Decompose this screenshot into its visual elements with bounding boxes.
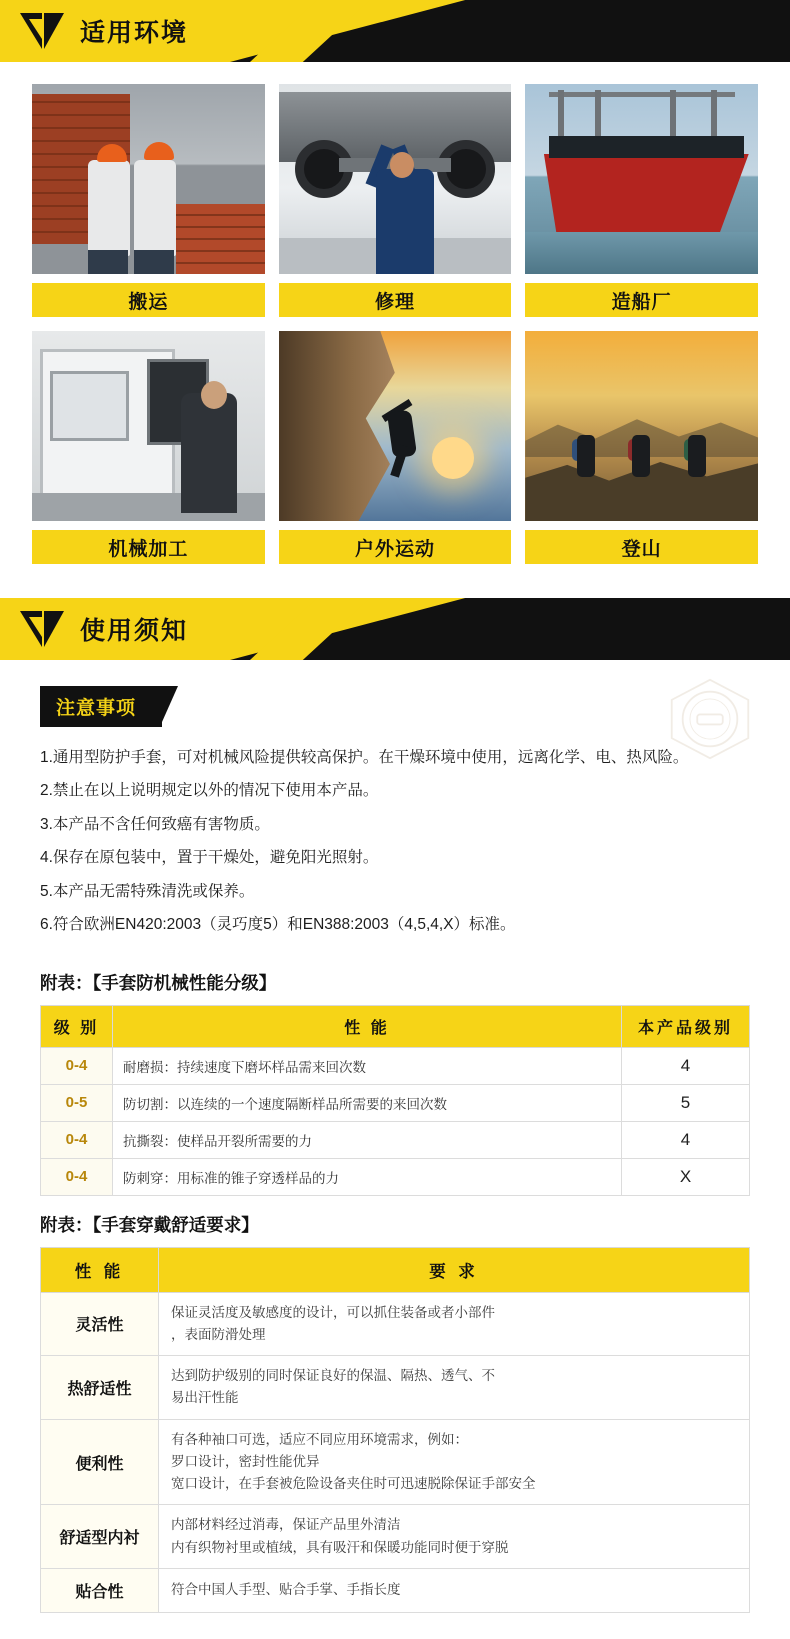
mechanical-performance-table	[40, 1005, 750, 1196]
cell-level: 0-5	[41, 1084, 113, 1121]
environment-item[interactable]	[279, 331, 512, 564]
arrow-mark-icon	[16, 609, 68, 649]
environment-caption: 机械加工	[32, 530, 265, 564]
environment-caption: 修理	[279, 283, 512, 317]
col-own-level: 本产品级别	[622, 1005, 750, 1047]
table-header-row	[41, 1005, 750, 1047]
col-requirement: 要 求	[159, 1247, 750, 1292]
requirement-line: 保证灵活度及敏感度的设计，可以抓住装备或者小部件	[171, 1304, 495, 1320]
section-spacer	[0, 572, 790, 598]
table-row	[41, 1419, 750, 1505]
workers-carrying-bricks-photo	[32, 84, 265, 274]
cell-own-level: X	[622, 1158, 750, 1195]
requirement-line: 罗口设计，密封性能优异	[171, 1453, 320, 1469]
cell-own-level: 4	[622, 1047, 750, 1084]
environment-item[interactable]	[279, 84, 512, 317]
cell-requirement	[159, 1292, 750, 1356]
mechanical-table-title: 附表：【手套防机械性能分级】	[40, 972, 277, 993]
circular-brand-watermark	[664, 678, 756, 760]
table-row	[41, 1356, 750, 1420]
cell-requirement	[159, 1569, 750, 1613]
section-header-usage	[0, 598, 790, 660]
cell-own-level: 5	[622, 1084, 750, 1121]
notice-item: 6.符合欧洲EN420:2003（灵巧度5）和EN388:2003（4,5,4,X）标准。	[40, 916, 516, 934]
cnc-machining-worker-photo	[32, 331, 265, 521]
cell-performance: 防切割：以连续的一个速度隔断样品所需要的来回次数	[113, 1084, 622, 1121]
table-row	[41, 1292, 750, 1356]
cell-property: 舒适型内衬	[41, 1505, 159, 1569]
requirement-line: 符合中国人手型、贴合手掌、手指长度	[171, 1582, 401, 1598]
requirement-line: 易出汗性能	[171, 1390, 239, 1406]
table-row	[41, 1505, 750, 1569]
table-row	[41, 1121, 750, 1158]
requirement-line: ，表面防滑处理	[171, 1326, 266, 1342]
mechanic-under-car-photo	[279, 84, 512, 274]
environment-item[interactable]	[525, 331, 758, 564]
environment-caption: 搬运	[32, 283, 265, 317]
cell-level: 0-4	[41, 1047, 113, 1084]
table-row	[41, 1158, 750, 1195]
notice-block	[0, 660, 790, 954]
comfort-table-title: 附表：【手套穿戴舒适要求】	[40, 1214, 259, 1235]
mountain-hikers-sunset-photo	[525, 331, 758, 521]
rock-climbing-sunset-photo	[279, 331, 512, 521]
environment-grid-row2	[32, 331, 758, 564]
notice-item: 1.通用型防护手套，可对机械风险提供较高保护。在干燥环境中使用，远离化学、电、热风险。	[40, 749, 689, 766]
environment-item[interactable]	[32, 84, 265, 317]
cell-performance: 抗撕裂：使样品开裂所需要的力	[113, 1121, 622, 1158]
cell-requirement	[159, 1356, 750, 1420]
environment-item[interactable]	[32, 331, 265, 564]
cell-own-level: 4	[622, 1121, 750, 1158]
environment-item[interactable]	[525, 84, 758, 317]
col-level: 级 别	[41, 1005, 113, 1047]
table-header-row	[41, 1247, 750, 1292]
notice-item: 3.本产品不含任何致癌有害物质。	[40, 815, 270, 833]
requirement-line: 内部材料经过消毒，保证产品里外清洁	[171, 1517, 401, 1533]
arrow-mark-icon	[16, 11, 68, 51]
cell-requirement	[159, 1505, 750, 1569]
mechanical-table-wrap	[0, 1005, 790, 1196]
section-header-environment	[0, 0, 790, 62]
notice-item: 2.禁止在以上说明规定以外的情况下使用本产品。	[40, 782, 379, 800]
requirement-line: 达到防护级别的同时保证良好的保温、隔热、透气、不	[171, 1368, 495, 1384]
cell-requirement	[159, 1419, 750, 1505]
environment-grid-row1	[32, 84, 758, 317]
comfort-requirement-table	[40, 1247, 750, 1613]
cell-level: 0-4	[41, 1158, 113, 1195]
notice-item: 4.保存在原包装中，置于干燥处，避免阳光照射。	[40, 849, 379, 867]
environment-caption: 户外运动	[279, 530, 512, 564]
requirement-line: 有各种袖口可选，适应不同应用环境需求，例如：	[171, 1431, 468, 1447]
table-row	[41, 1047, 750, 1084]
notice-list	[40, 743, 750, 940]
col-performance: 性 能	[113, 1005, 622, 1047]
shipyard-red-hull-photo	[525, 84, 758, 274]
cell-performance: 防刺穿：用标准的锥子穿透样品的力	[113, 1158, 622, 1195]
requirement-line: 内有织物衬里或植绒，具有吸汗和保暖功能同时便于穿脱	[171, 1539, 509, 1555]
cell-property: 贴合性	[41, 1569, 159, 1613]
notice-tag: 注意事项	[40, 686, 162, 727]
table-row	[41, 1569, 750, 1613]
comfort-table-wrap	[0, 1247, 790, 1613]
cell-property: 热舒适性	[41, 1356, 159, 1420]
cell-performance: 耐磨损：持续速度下磨坏样品需来回次数	[113, 1047, 622, 1084]
requirement-line: 宽口设计，在手套被危险设备夹住时可迅速脱除保证手部安全	[171, 1476, 536, 1492]
notice-item: 5.本产品无需特殊清洗或保养。	[40, 882, 255, 900]
section-title: 使用须知	[80, 617, 189, 645]
table-row	[41, 1084, 750, 1121]
cell-property: 灵活性	[41, 1292, 159, 1356]
page-bottom-spacer	[0, 1613, 790, 1639]
section-title: 适用环境	[80, 19, 189, 47]
col-property: 性 能	[41, 1247, 159, 1292]
environment-gallery	[0, 62, 790, 572]
environment-caption: 造船厂	[525, 283, 758, 317]
cell-level: 0-4	[41, 1121, 113, 1158]
cell-property: 便利性	[41, 1419, 159, 1505]
environment-caption: 登山	[525, 530, 758, 564]
